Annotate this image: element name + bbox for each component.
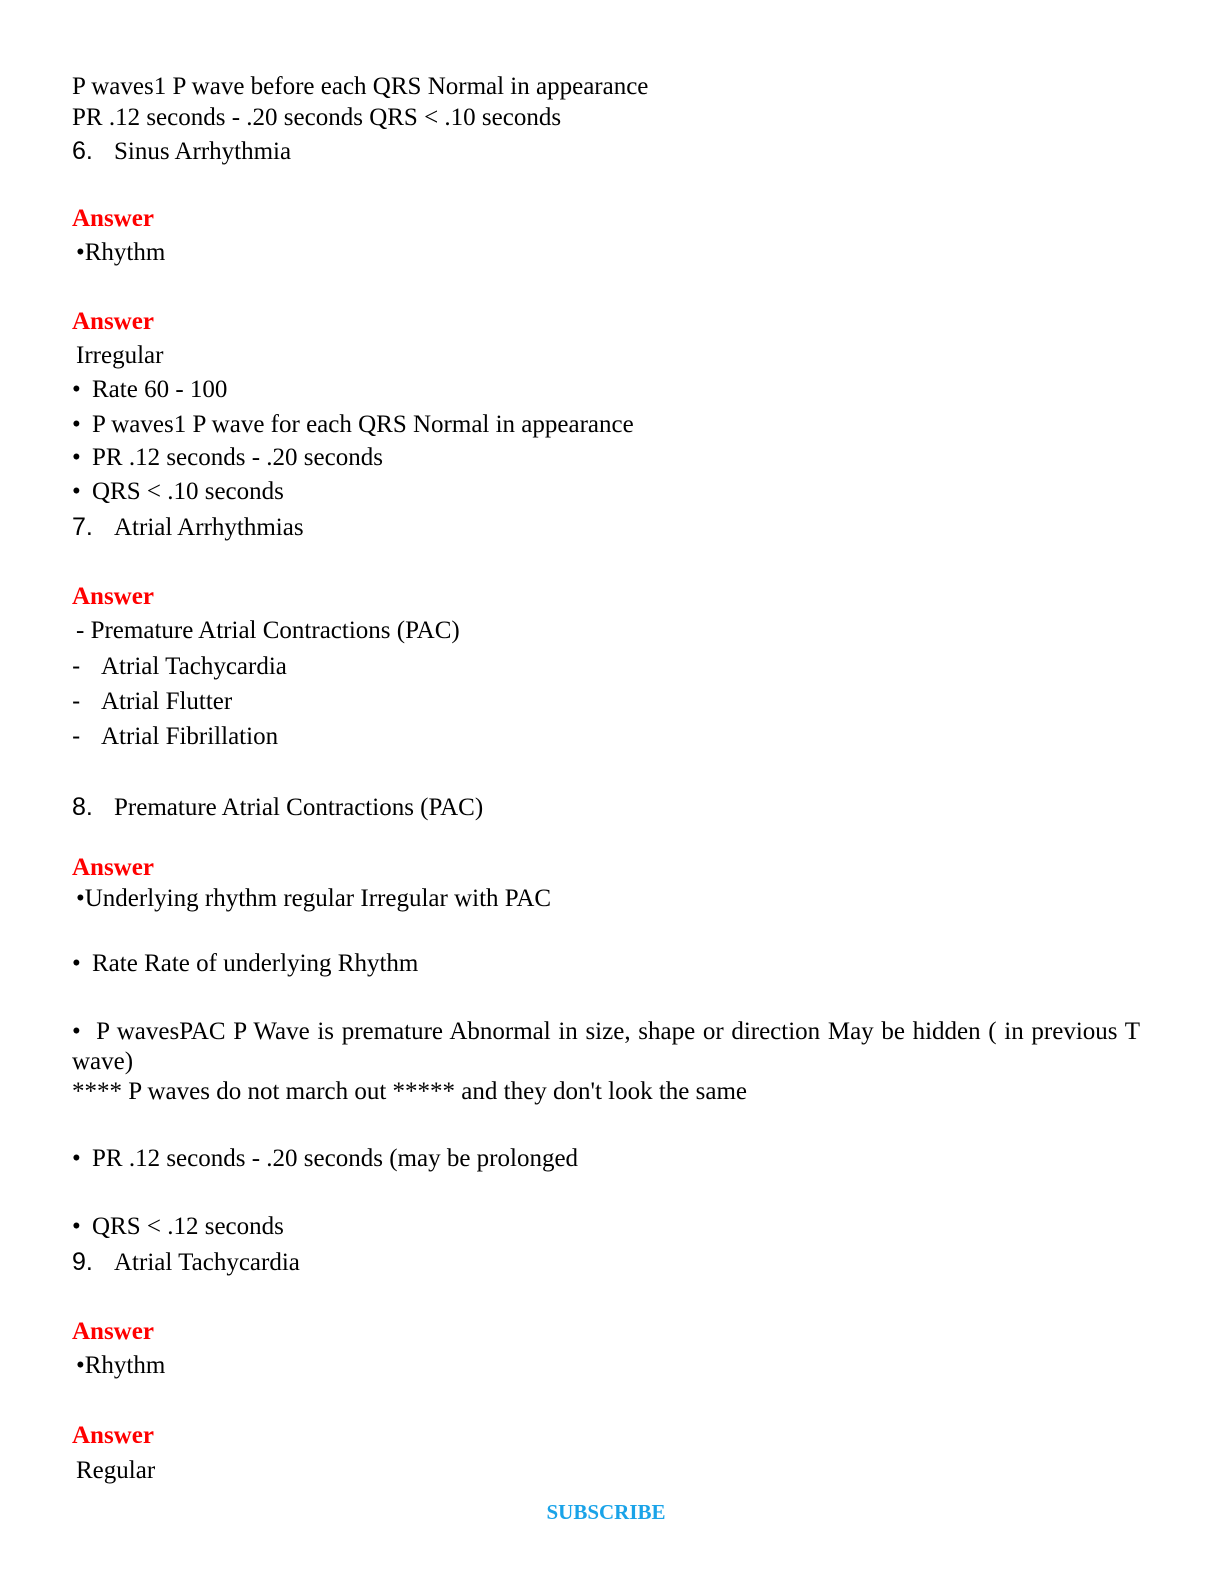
question-title: Atrial Tachycardia <box>114 1249 300 1276</box>
question-9 <box>72 1247 300 1278</box>
answer-text: •Rhythm <box>76 239 166 266</box>
list-item: • PR .12 seconds - .20 seconds <box>72 444 383 471</box>
question-title: Premature Atrial Contractions (PAC) <box>114 794 484 821</box>
question-number: 6. <box>72 137 93 165</box>
text-line: P waves1 P wave before each QRS Normal in appearance <box>72 73 649 100</box>
question-title: Atrial Arrhythmias <box>114 514 304 541</box>
question-7 <box>72 512 304 543</box>
answer-label: Answer <box>72 205 154 232</box>
list-item: • Rate 60 - 100 <box>72 376 228 403</box>
question-number: 7. <box>72 513 93 541</box>
list-item: - Atrial Fibrillation <box>72 722 279 750</box>
question-number: 8. <box>72 793 93 821</box>
question-number: 9. <box>72 1248 93 1276</box>
note-text: **** P waves do not march out ***** and they don't look the same <box>72 1078 747 1105</box>
question-6 <box>72 136 291 167</box>
list-item: • QRS < .10 seconds <box>72 478 284 505</box>
list-item: • PR .12 seconds - .20 seconds (may be prolonged <box>72 1145 579 1172</box>
list-item: - Atrial Flutter <box>72 687 233 715</box>
answer-label: Answer <box>72 1318 154 1345</box>
answer-text: •Rhythm <box>76 1352 166 1379</box>
answer-label: Answer <box>72 854 154 881</box>
answer-text: Regular <box>76 1457 156 1484</box>
answer-label: Answer <box>72 308 154 335</box>
list-item: • P waves1 P wave for each QRS Normal in appearance <box>72 411 634 438</box>
answer-text: •Underlying rhythm regular Irregular with PAC <box>76 885 552 912</box>
question-title: Sinus Arrhythmia <box>114 138 292 165</box>
answer-text: - Premature Atrial Contractions (PAC) <box>76 617 460 644</box>
answer-label: Answer <box>72 583 154 610</box>
list-item: - Atrial Tachycardia <box>72 652 287 680</box>
answer-label: Answer <box>72 1422 154 1449</box>
question-8 <box>72 792 483 823</box>
list-item: • Rate Rate of underlying Rhythm <box>72 950 419 977</box>
answer-text: Irregular <box>76 342 164 369</box>
subscribe-link[interactable]: SUBSCRIBE <box>546 1500 666 1524</box>
list-item: • P wavesPAC P Wave is premature Abnormal in size, shape or direction May be hidden ( in previous T wave) <box>72 1018 1140 1075</box>
text-line: PR .12 seconds - .20 seconds QRS < .10 seconds <box>72 104 562 131</box>
list-item: • QRS < .12 seconds <box>72 1213 284 1240</box>
